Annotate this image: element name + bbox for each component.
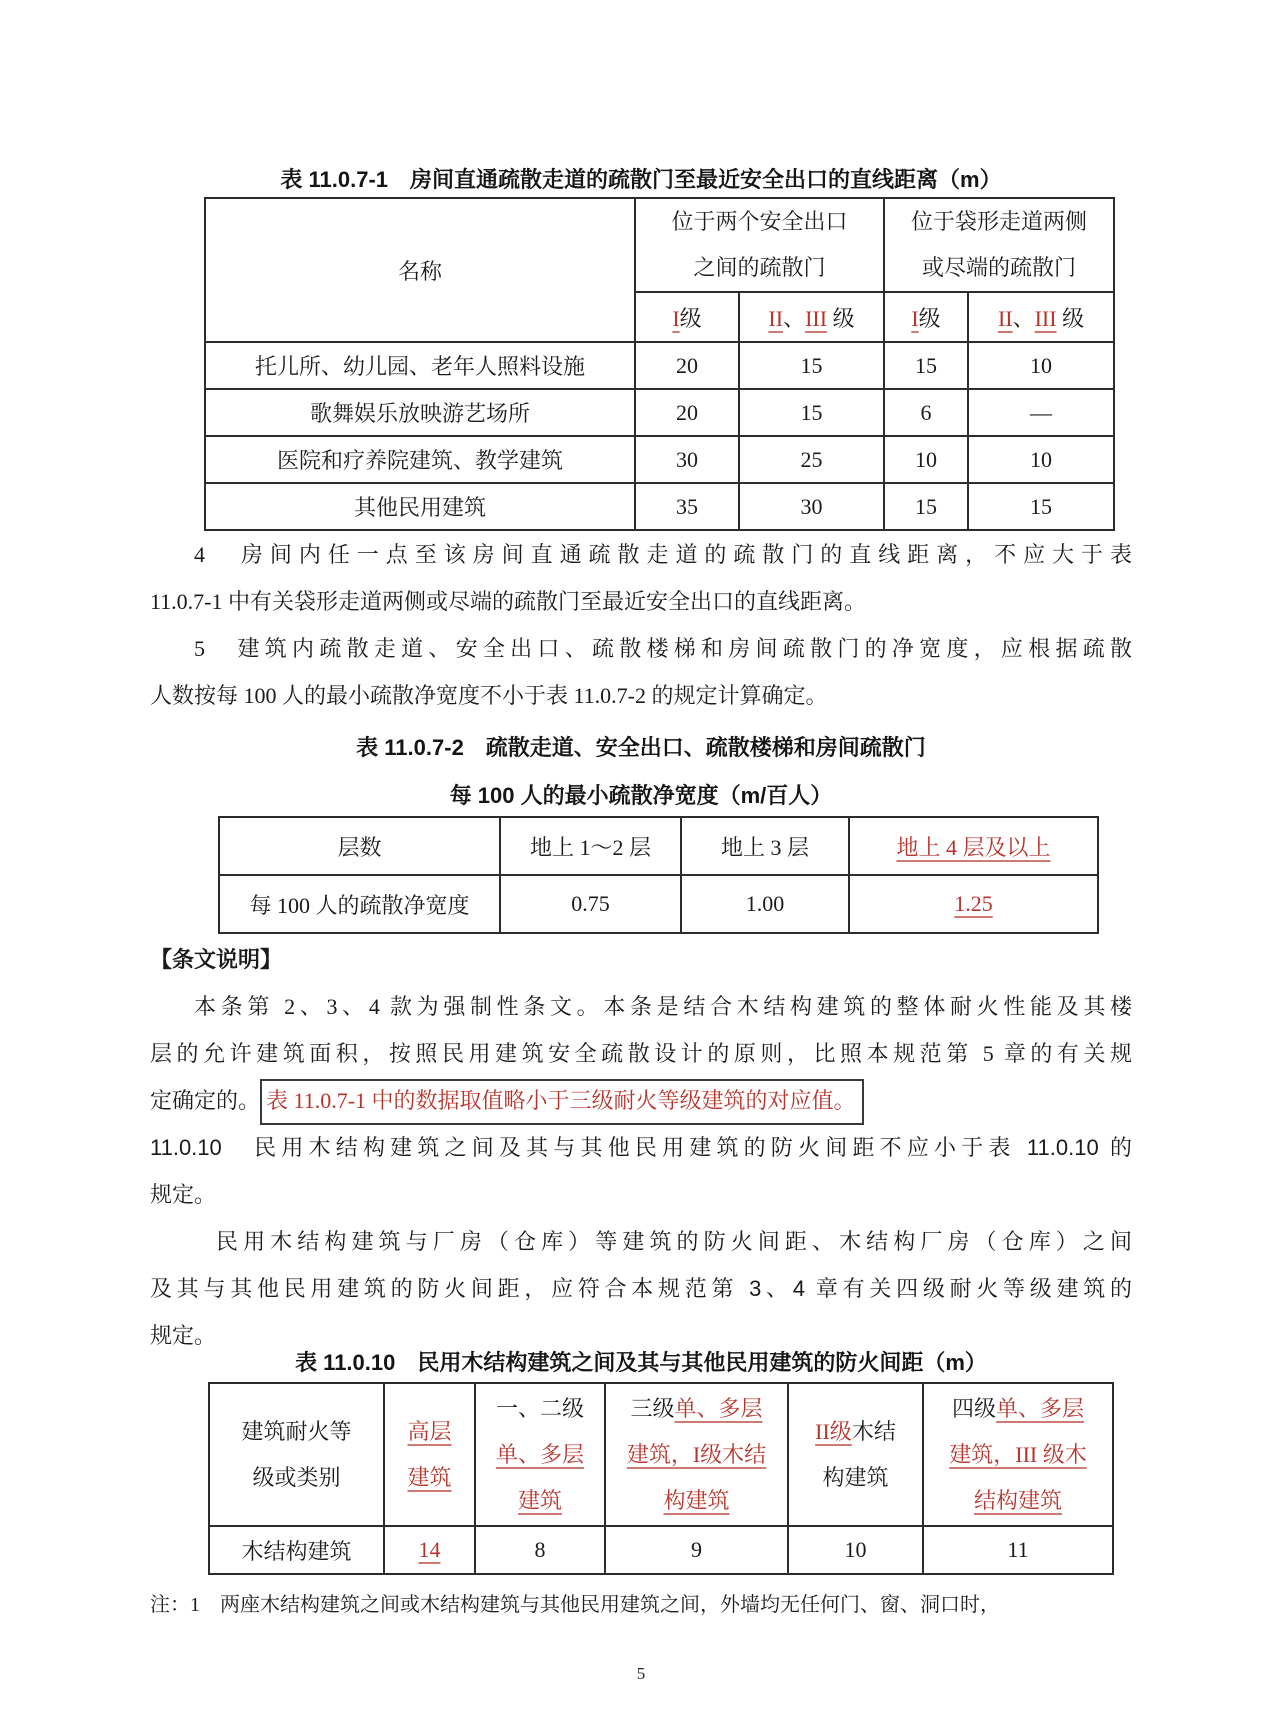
cell-value: 1.25 [849,875,1098,933]
table3-caption: 表 11.0.10 民用木结构建筑之间及其与其他民用建筑的防火间距（m） [295,1350,987,1375]
header-group-dead-end: 位于袋形走道两侧 或尽端的疏散门 [884,198,1114,292]
header-grade-1: I级 [884,292,968,342]
cell-value: 10 [788,1526,923,1574]
cell-value: 8 [475,1526,605,1574]
table-row [205,198,1114,292]
cell-value: 15 [968,483,1114,530]
header-grade-1: I级 [635,292,739,342]
cell-value: 20 [635,389,739,436]
table-row [209,1526,1113,1574]
header-floor-1-2: 地上 1～2 层 [500,817,681,875]
row-name: 托儿所、幼儿园、老年人照料设施 [205,342,635,389]
clause-11-0-10: 11.0.10 民用木结构建筑之间及其与其他民用建筑的防火间距不应小于表 11.0.10 的 规定。 [150,1135,1132,1207]
row-name: 其他民用建筑 [205,483,635,530]
table2-caption-line2: 每 100 人的最小疏散净宽度（m/百人） [449,783,833,808]
clause-paragraph-2: 民用木结构建筑与厂房（仓库）等建筑的防火间距、木结构厂房（仓库）之间 及其与其他民用建筑的防火间距，应符合本规范第 3、4 章有关四级耐火等级建筑的 规定。 [150,1229,1132,1348]
explanation-paragraph: 本条第 2、3、4 款为强制性条文。本条是结合木结构建筑的整体耐火性能及其楼 层的允许建筑面积，按照民用建筑安全疏散设计的原则，比照本规范第 5 章的有关规 定确定的。 表 11.0.7-1 中的数据取值略小于三级耐火等级建筑的对应值。 [150,983,1132,1125]
table-row [205,389,1114,436]
table1-caption: 表 11.0.7-1 房间直通疏散走道的疏散门至最近安全出口的直线距离（m） [280,167,1002,192]
header-class-1-2: 一、二级 单、多层 建筑 [475,1383,605,1526]
cell-value: 9 [605,1526,788,1574]
table-row [205,436,1114,483]
cell-value: 6 [884,389,968,436]
page-number: 5 [636,1664,646,1683]
table2-caption-line1: 表 11.0.7-2 疏散走道、安全出口、疏散楼梯和房间疏散门 [356,735,926,760]
header-grade-23: II、III 级 [968,292,1114,342]
cell-value: 0.75 [500,875,681,933]
cell-value: 10 [884,436,968,483]
row-name: 医院和疗养院建筑、教学建筑 [205,436,635,483]
header-grade-23: II、III 级 [739,292,884,342]
table-row [205,342,1114,389]
header-floors: 层数 [219,817,500,875]
header-floor-3: 地上 3 层 [681,817,849,875]
header-highrise: 高层 建筑 [384,1383,475,1526]
paragraph-4: 4 房间内任一点至该房间直通疏散走道的疏散门的直线距离，不应大于表 11.0.7-1 中有关袋形走道两侧或尽端的疏散门至最近安全出口的直线距离。 [150,542,1132,614]
table-row [205,483,1114,530]
cell-value: 1.00 [681,875,849,933]
cell-value: — [968,389,1114,436]
paragraph-5: 5 建筑内疏散走道、安全出口、疏散楼梯和房间疏散门的净宽度，应根据疏散 人数按每 100 人的最小疏散净宽度不小于表 11.0.7-2 的规定计算确定。 [150,636,1132,708]
cell-value: 11 [923,1526,1113,1574]
table-min-evacuation-width [218,816,1099,934]
cell-value: 15 [884,342,968,389]
header-floor-4plus: 地上 4 层及以上 [849,817,1098,875]
cell-value: 30 [739,483,884,530]
table-fire-separation-distance [208,1382,1114,1575]
row-name: 歌舞娱乐放映游艺场所 [205,389,635,436]
cell-value: 35 [635,483,739,530]
table3-footnote: 注：1 两座木结构建筑之间或木结构建筑与其他民用建筑之间，外墙均无任何门、窗、洞口时， [150,1594,1000,1616]
header-group-two-exits: 位于两个安全出口 之间的疏散门 [635,198,884,292]
table-row [219,875,1098,933]
cell-value: 30 [635,436,739,483]
cell-value: 10 [968,342,1114,389]
cell-value: 14 [384,1526,475,1574]
boxed-red-remark: 表 11.0.7-1 中的数据取值略小于三级耐火等级建筑的对应值。 [260,1079,864,1125]
cell-value: 25 [739,436,884,483]
cell-value: 15 [739,342,884,389]
header-name: 名称 [205,198,635,342]
header-fire-resistance-class: 建筑耐火等 级或类别 [209,1383,384,1526]
row-name: 木结构建筑 [209,1526,384,1574]
row-name: 每 100 人的疏散净宽度 [219,875,500,933]
cell-value: 15 [739,389,884,436]
cell-value: 10 [968,436,1114,483]
cell-value: 15 [884,483,968,530]
section-label-explanation: 【条文说明】 [150,947,283,972]
header-class-4: 四级单、多层 建筑，III 级木 结构建筑 [923,1383,1113,1526]
table-row [209,1383,1113,1526]
header-class-3: 三级单、多层 建筑，I级木结 构建筑 [605,1383,788,1526]
table-evacuation-distance [204,197,1115,531]
cell-value: 20 [635,342,739,389]
header-grade-2-timber: II级木结 构建筑 [788,1383,923,1526]
table-row [219,817,1098,875]
